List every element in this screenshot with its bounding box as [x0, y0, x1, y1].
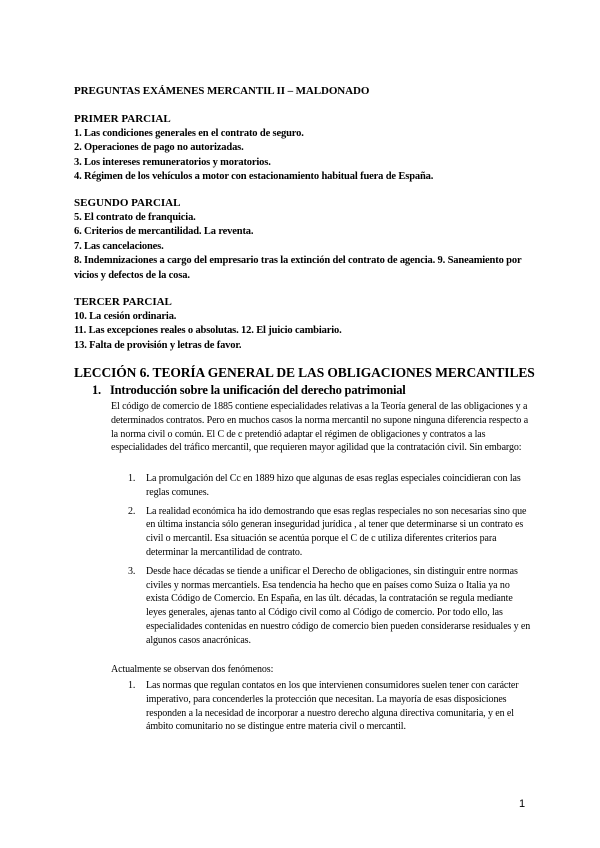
question-item: 11. Las excepciones reales o absolutas. 12. El juicio cambiario. [74, 325, 342, 336]
list-item-text: La promulgación del Cc en 1889 hizo que algunas de esas reglas especiales coincidieran con las reglas comunes. [146, 473, 521, 498]
list-item [128, 505, 532, 560]
section-primer-parcial [74, 112, 544, 185]
subheading-number: 1. [92, 383, 101, 397]
question-item: 1. Las condiciones generales en el contrato de seguro. [74, 127, 304, 139]
list-item-number: 3. [128, 565, 136, 577]
document-title: PREGUNTAS EXÁMENES MERCANTIL II – MALDONADO [74, 85, 370, 97]
intro-paragraph: El código de comercio de 1885 contiene especialidades relativas a la Teoría general de las obligaciones y a determinados contratos. Pero en muchos casos la norma mercantil no supone ninguna diferencia respecto a la norma civil o común. El C de c pretendió adaptar el régimen de obligaciones y contratos a las especialidades del tráfico mercantil, que requieren mayor agilidad que la contratación civil. Sin embargo: [111, 401, 529, 454]
list-item-number: 2. [128, 505, 136, 517]
page-number: 1 [519, 798, 526, 810]
question-item: 8. Indemnizaciones a cargo del empresario tras la extinción del contrato de agencia. 9. Saneamiento por vicios y defectos de la cosa. [74, 255, 522, 281]
question-item: 2. Operaciones de pago no autorizadas. [74, 142, 244, 153]
list-item-number: 1. [128, 473, 136, 484]
reasons-list [128, 472, 532, 653]
list-item [128, 472, 532, 500]
question-item: 6. Criterios de mercantilidad. La reventa. [74, 226, 254, 237]
list-item [128, 565, 532, 648]
question-item: 4. Régimen de los vehículos a motor con estacionamiento habitual fuera de España. [74, 171, 434, 182]
section-heading: TERCER PARCIAL [74, 296, 172, 308]
list-item-text: La realidad económica ha ido demostrando que esas reglas respeciales no son necesarias sino que en última instancia sólo generan inseguridad jurídica , al tener que determinarse si un contrato es civil o mercantil. Esa situación se acentúa porque el C de c utiliza diferentes criterios para determinar la mercantilidad de contrato. [146, 505, 527, 558]
question-item: 3. Los intereses remuneratorios y moratorios. [74, 156, 271, 168]
section-tercer-parcial [74, 295, 544, 353]
list-item-text: Las normas que regulan contatos en los que intervienen consumidores suelen tener con carácter imperativo, para concenderles la protección que necesitan. La mayoría de esas disposiciones responden a la necesidad de incorporar a nuestro derecho alguna directiva comunitaria, y en el ámbito comunitario no se distingue entre materia civil o mercantil. [146, 680, 519, 733]
list-item-number: 1. [128, 680, 136, 691]
question-item: 7. Las cancelaciones. [74, 240, 164, 252]
section-heading: PRIMER PARCIAL [74, 113, 171, 125]
lesson-title: LECCIÓN 6. TEORÍA GENERAL DE LAS OBLIGACIONES MERCANTILES [74, 365, 535, 380]
question-item: 13. Falta de provisión y letras de favor. [74, 339, 242, 351]
subheading [92, 383, 406, 398]
section-segundo-parcial [74, 196, 544, 283]
section-heading: SEGUNDO PARCIAL [74, 197, 181, 209]
list-item [128, 679, 532, 734]
list-item-text: Desde hace décadas se tiende a unificar el Derecho de obligaciones, sin distinguir entre normas civiles y normas mercantiels. Esa tendencia ha hecho que en países como Suiza o Italia ya no exista Código de Comercio. En España, en las últ. décadas, la contratación se regula mediante leyes generales, ajenas tanto al Código civil como al Código de comercio. Por todo ello, las especialidades contenidas en nuestro código de comercio bien pueden considerarse residuales y en algunos casos anacrónicas. [146, 565, 531, 646]
question-item: 5. El contrato de franquicia. [74, 211, 196, 223]
phenomena-list [128, 679, 532, 739]
question-item: 10. La cesión ordinaria. [74, 310, 177, 322]
subheading-text: Introducción sobre la unificación del derecho patrimonial [110, 383, 406, 397]
phenomena-intro: Actualmente se observan dos fenómenos: [111, 664, 274, 675]
